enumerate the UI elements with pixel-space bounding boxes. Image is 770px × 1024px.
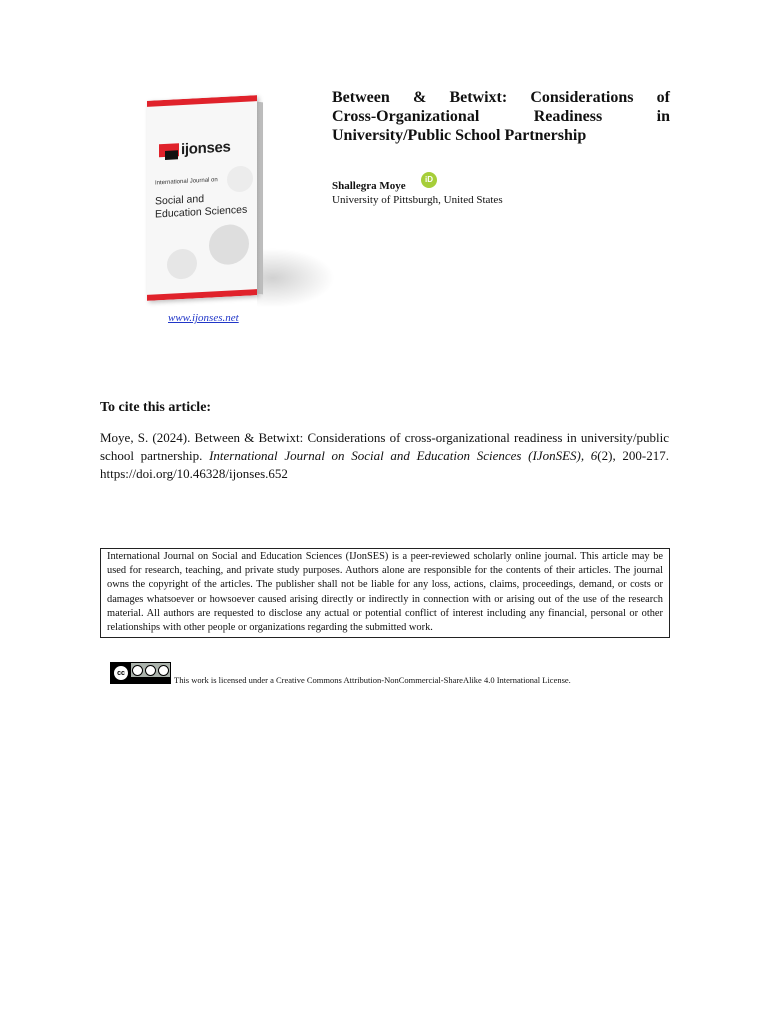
title-line (332, 126, 670, 145)
cover-spine (257, 102, 263, 295)
title-word: Betwixt: (449, 89, 508, 106)
title-word: & (412, 89, 427, 106)
cover-deco-circle (209, 224, 249, 266)
cc-condition-icons (131, 663, 170, 677)
article-title (332, 88, 670, 145)
cover-shadow (257, 248, 335, 308)
cover-bottom-band (147, 289, 257, 301)
citation-lead: Moye, S. (2024). Between & Betwixt: Considerations of cross-organizational readiness in university/public school partnership. (100, 430, 669, 463)
title-word: Readiness (533, 108, 603, 125)
author-name: Shallegra Moye (332, 180, 406, 192)
title-line (332, 88, 670, 107)
journal-website-link[interactable]: www.ijonses.net (168, 312, 239, 324)
cover-title-line: Social and (155, 192, 205, 208)
orcid-icon[interactable]: iD (421, 172, 437, 188)
cover-logo-text: ijonses (181, 138, 231, 159)
cover-deco-circle (167, 248, 197, 280)
nc-icon (145, 665, 156, 676)
title-word: Cross-Organizational (332, 108, 480, 125)
title-line (332, 107, 670, 126)
title-word: in (656, 108, 670, 125)
license-text: This work is licensed under a Creative Commons Attribution-NonCommercial-ShareAlike 4.0 International License. (174, 675, 571, 685)
cc-logo-area (111, 663, 131, 683)
cc-conditions (131, 663, 170, 683)
creative-commons-badge[interactable] (110, 662, 171, 684)
citation-text (100, 429, 669, 483)
copyright-notice: International Journal on Social and Education Sciences (IJonSES) is a peer-reviewed scholarly online journal. This article may be used for research, teaching, and private study purposes. Authors alone are responsible for the contents of their articles. The journal owns the copyright of the articles. The publisher shall not be liable for any loss, actions, claims, proceedings, demand, or costs or damages whatsoever or howsoever caused arising directly or indirectly in connection with or arising out of the use of the research material. All authors are requested to disclose any actual or potential conflict of interest including any financial, personal or other relationships with other people or organizations regarding the submitted work. (100, 548, 670, 638)
cover-subtitle: International Journal on (155, 177, 218, 187)
citation-journal: International Journal on Social and Education Sciences (IJonSES), 6 (209, 448, 598, 463)
cover-deco-circle (227, 165, 253, 192)
cover-top-band (147, 95, 257, 107)
cc-strip (131, 677, 170, 683)
title-word: Between (332, 89, 390, 106)
by-icon (132, 665, 143, 676)
journal-cover (145, 98, 325, 303)
title-word: Considerations (530, 89, 634, 106)
cover-face (147, 95, 257, 301)
title-word: University/Public School Partnership (332, 127, 587, 144)
citation-tail: (2), 200-217. https://doi.org/10.46328/ijonses.652 (100, 448, 669, 481)
sa-icon (158, 665, 169, 676)
cite-heading: To cite this article: (100, 400, 212, 415)
cc-icon: cc (113, 665, 129, 681)
cover-logo-mark-dark (165, 150, 178, 160)
author-affiliation: University of Pittsburgh, United States (332, 194, 503, 206)
cover-title-line: Education Sciences (155, 203, 248, 221)
title-word: of (656, 89, 670, 106)
